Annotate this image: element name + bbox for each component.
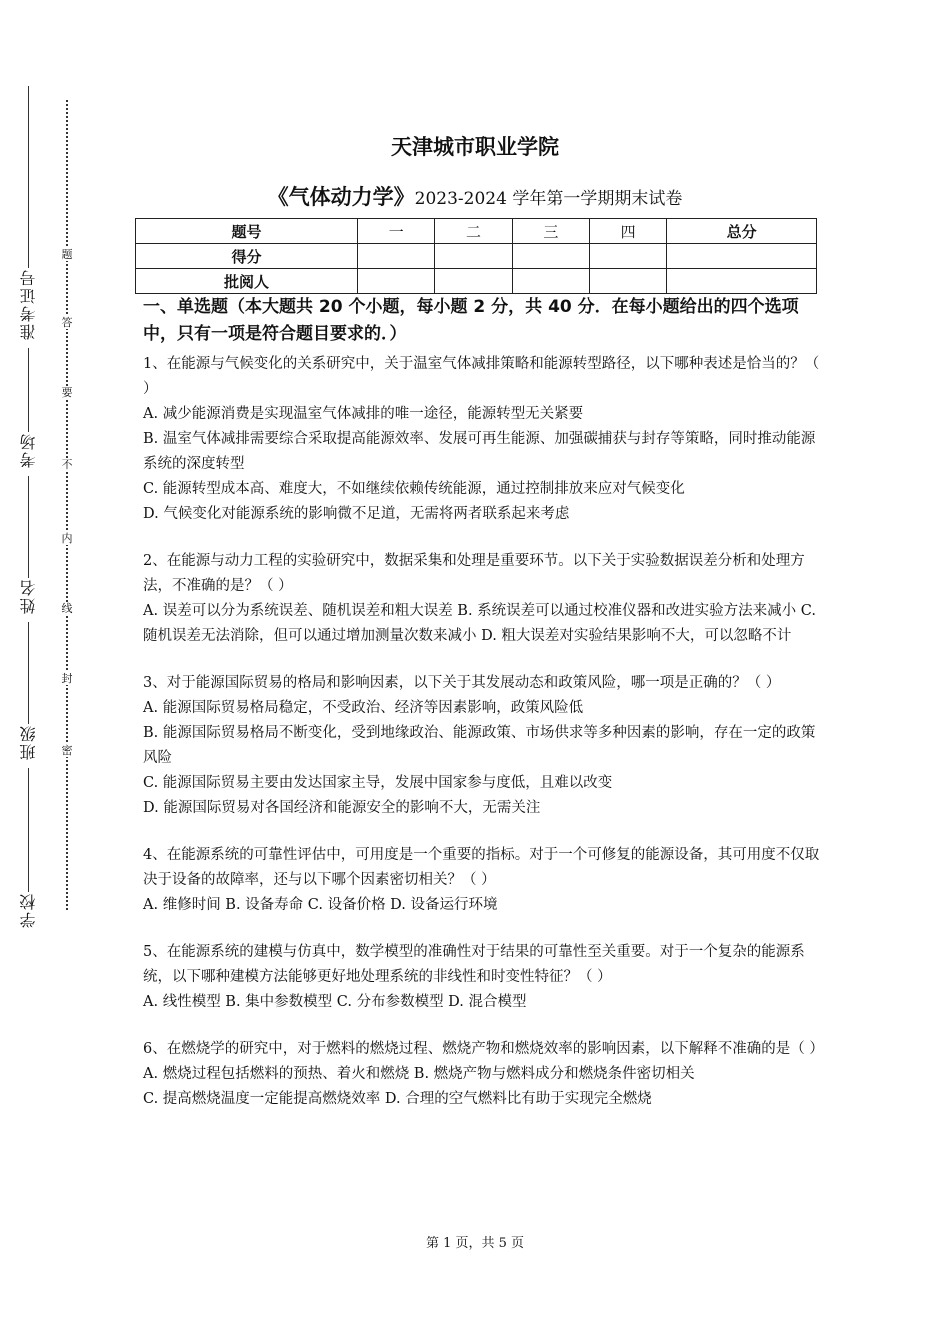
- question-list: [143, 352, 823, 1112]
- score-column-header: 二: [435, 219, 512, 244]
- name-field[interactable]: [8, 476, 48, 614]
- score-cell[interactable]: [667, 244, 817, 269]
- score-cell[interactable]: [512, 244, 589, 269]
- score-column-header: 四: [589, 219, 666, 244]
- seal-word: 不: [59, 458, 75, 471]
- answer-option: D. 气候变化对能源系统的影响微不足道，无需将两者联系起来考虑: [143, 506, 570, 522]
- score-column-header: 题号: [136, 219, 358, 244]
- answer-option: C. 提高燃烧温度一定能提高燃烧效率 D. 合理的空气燃料比有助于实现完全燃烧: [143, 1091, 652, 1107]
- answer-option: A. 减少能源消费是实现温室气体减排的唯一途径，能源转型无关紧要: [143, 406, 584, 422]
- exam-room-field[interactable]: [8, 348, 48, 468]
- question-item: [143, 940, 823, 1015]
- seal-word: 内: [59, 532, 75, 545]
- score-row-label: 得分: [136, 244, 358, 269]
- exam-room-line: [28, 348, 29, 432]
- class-field[interactable]: [8, 622, 48, 760]
- question-item: [143, 549, 823, 649]
- answer-option: D. 能源国际贸易对各国经济和能源安全的影响不大，无需关注: [143, 800, 541, 816]
- seal-word: 要: [59, 386, 75, 399]
- seal-word: 封: [59, 672, 75, 685]
- question-item: [143, 671, 823, 821]
- name-line: [28, 476, 29, 578]
- section-title: 一、单选题（本大题共 20 个小题，每小题 2 分，共 40 分．在每小题给出的四个选项中，只有一项是符合题目要求的．）: [143, 297, 799, 344]
- answer-option: C. 能源转型成本高、难度大，不如继续依赖传统能源，通过控制排放来应对气候变化: [143, 481, 685, 497]
- reviewer-row-label: 批阅人: [136, 269, 358, 294]
- answer-option: A. 能源国际贸易格局稳定，不受政治、经济等因素影响，政策风险低: [143, 700, 584, 716]
- class-line: [28, 622, 29, 724]
- exam-number-label: 准考证号: [18, 268, 38, 340]
- answer-option: A. 线性模型 B. 集中参数模型 C. 分布参数模型 D. 混合模型: [143, 994, 527, 1010]
- question-stem: 4、在能源系统的可靠性评估中，可用度是一个重要的指标。对于一个可修复的能源设备，其可用度不仅取决于设备的故障率，还与以下哪个因素密切相关？（ ）: [143, 847, 820, 888]
- school-title: 天津城市职业学院: [391, 135, 559, 159]
- reviewer-row: [136, 269, 817, 294]
- score-cell[interactable]: [589, 244, 666, 269]
- score-cell[interactable]: [435, 244, 512, 269]
- question-section: [143, 294, 823, 1134]
- exam-title: [0, 181, 950, 211]
- answer-option: A. 燃烧过程包括燃料的预热、着火和燃烧 B. 燃烧产物与燃料成分和燃烧条件密切相关: [143, 1066, 695, 1082]
- score-column-header: 三: [512, 219, 589, 244]
- school-label: 学校: [18, 892, 38, 928]
- seal-word: 密: [59, 744, 75, 757]
- question-item: [143, 1037, 823, 1112]
- question-stem: 1、在能源与气候变化的关系研究中，关于温室气体减排策略和能源转型路径，以下哪种表述是恰当的？（ ）: [143, 356, 820, 397]
- term-text: 2023-2024 学年第一学期期末试卷: [414, 189, 683, 209]
- score-cell[interactable]: [358, 244, 435, 269]
- exam-number-line: [28, 86, 29, 268]
- seal-word: 答: [59, 316, 75, 329]
- reviewer-cell[interactable]: [435, 269, 512, 294]
- question-stem: 3、对于能源国际贸易的格局和影响因素，以下关于其发展动态和政策风险，哪一项是正确的？（ ）: [143, 675, 781, 691]
- exam-room-label: 考场: [18, 432, 38, 468]
- question-stem: 5、在能源系统的建模与仿真中，数学模型的准确性对于结果的可靠性至关重要。对于一个复杂的能源系统，以下哪种建模方法能够更好地处理系统的非线性和时变性特征？（ ）: [143, 944, 805, 985]
- answer-option: A. 误差可以分为系统误差、随机误差和粗大误差 B. 系统误差可以通过校准仪器和改进实验方法来减小 C. 随机误差无法消除，但可以通过增加测量次数来减小 D. 粗大误差对实验结果影响不大，可以忽略不计: [143, 603, 816, 644]
- question-stem: 2、在能源与动力工程的实验研究中，数据采集和处理是重要环节。以下关于实验数据误差分析和处理方法，不准确的是？（ ）: [143, 553, 805, 594]
- score-column-header: 总分: [667, 219, 817, 244]
- seal-word: 线: [59, 602, 75, 615]
- score-column-header: 一: [358, 219, 435, 244]
- page-footer: 第 1 页，共 5 页: [425, 1236, 525, 1251]
- course-name: 《气体动力学》: [267, 185, 415, 209]
- question-item: [143, 843, 823, 918]
- answer-option: A. 维修时间 B. 设备寿命 C. 设备价格 D. 设备运行环境: [143, 897, 498, 913]
- class-label: 班级: [18, 724, 38, 760]
- reviewer-cell[interactable]: [358, 269, 435, 294]
- reviewer-cell[interactable]: [589, 269, 666, 294]
- score-table: [135, 218, 817, 294]
- school-field[interactable]: [8, 768, 48, 928]
- answer-option: B. 能源国际贸易格局不断变化，受到地缘政治、能源政策、市场供求等多种因素的影响，存在一定的政策风险: [143, 725, 816, 766]
- reviewer-cell[interactable]: [512, 269, 589, 294]
- seal-word: 题: [59, 248, 75, 261]
- answer-option: B. 温室气体减排需要综合采取提高能源效率、发展可再生能源、加强碳捕获与封存等策略，同时推动能源系统的深度转型: [143, 431, 816, 472]
- question-item: [143, 352, 823, 527]
- seal-dotted-line: [66, 100, 68, 910]
- exam-number-field[interactable]: [8, 86, 48, 340]
- question-stem: 6、在燃烧学的研究中，对于燃料的燃烧过程、燃烧产物和燃烧效率的影响因素，以下解释不准确的是（ ）: [143, 1041, 824, 1057]
- school-line: [28, 768, 29, 892]
- score-header-row: [136, 219, 817, 244]
- reviewer-cell[interactable]: [667, 269, 817, 294]
- name-label: 姓名: [18, 578, 38, 614]
- score-row: [136, 244, 817, 269]
- answer-option: C. 能源国际贸易主要由发达国家主导，发展中国家参与度低，且难以改变: [143, 775, 613, 791]
